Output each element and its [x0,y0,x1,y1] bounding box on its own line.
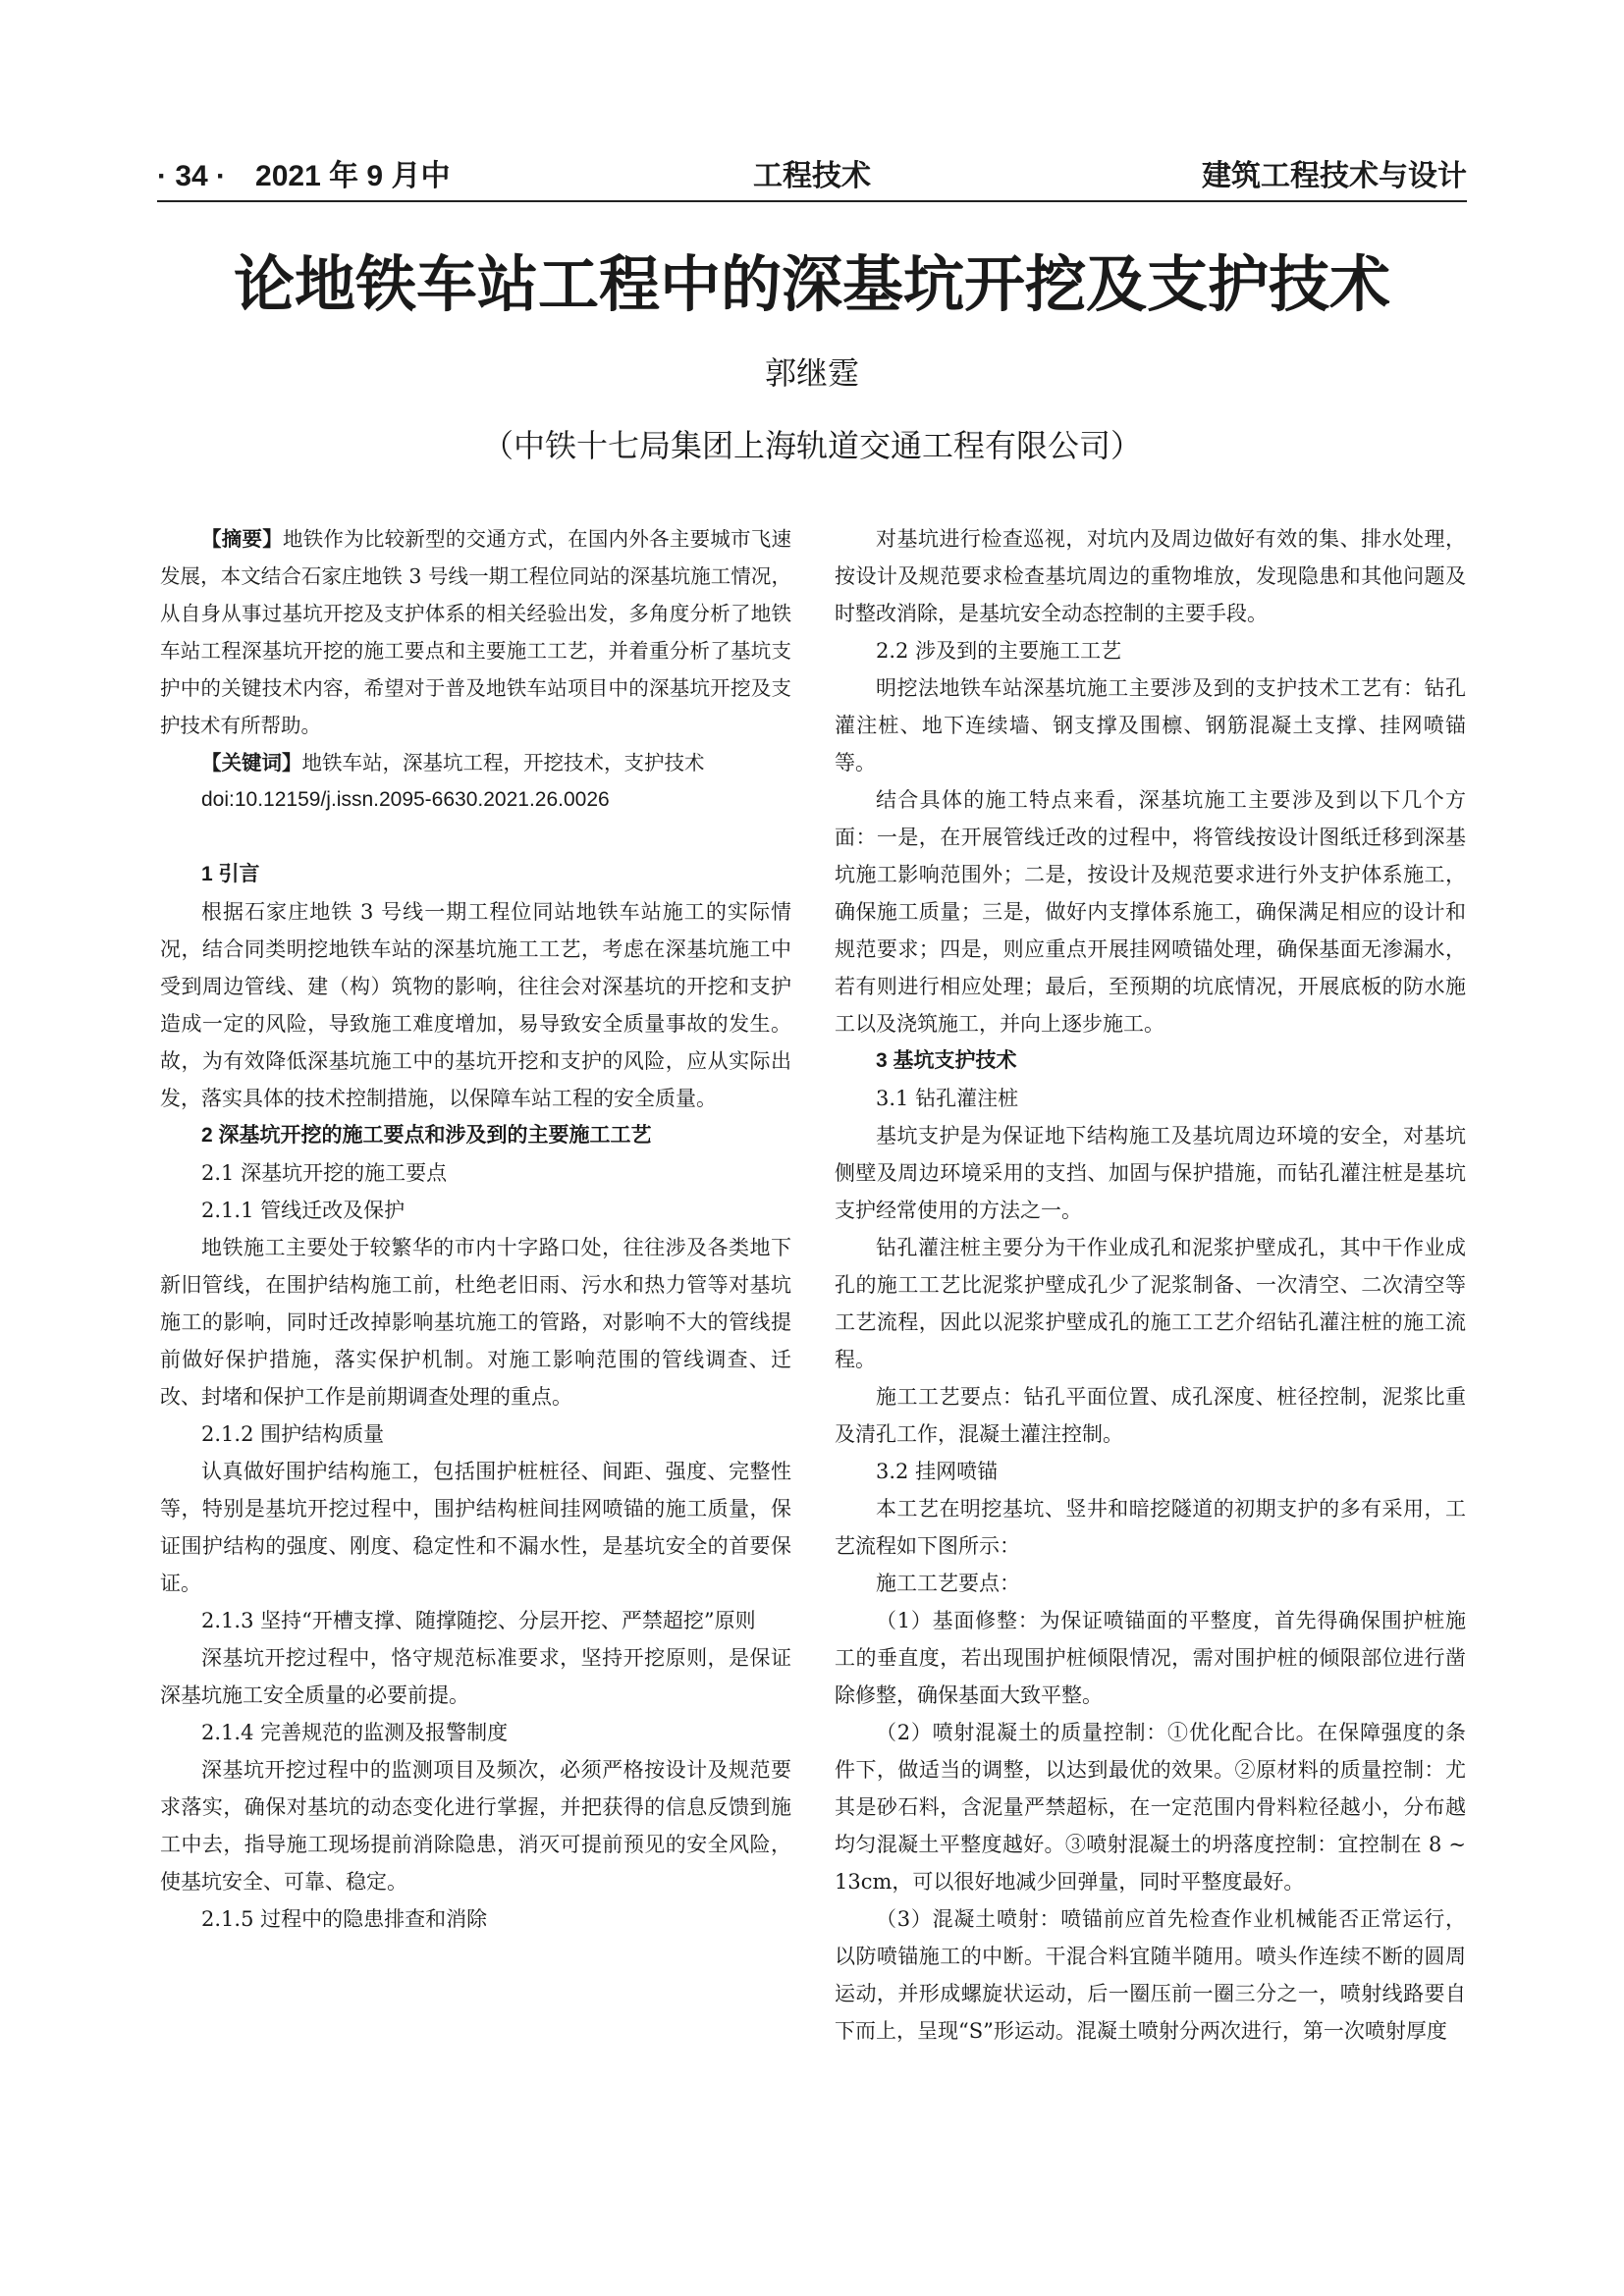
paragraph: （3）混凝土喷射：喷锚前应首先检查作业机械能否正常运行，以防喷锚施工的中断。干混合料宜随半随用。喷头作连续不断的圆周运动，并形成螺旋状运动，后一圈压前一圈三分之一，喷射线路要自下而上，呈现“S”形运动。混凝土喷射分两次进行，第一次喷射厚度 [835,1907,1466,2043]
paragraph: 施工工艺要点： [876,1572,1020,1595]
left-column [160,520,791,1938]
paragraph: 深基坑开挖过程中的监测项目及频次，必须严格按设计及规范要求落实，确保对基坑的动态变化进行掌握，并把获得的信息反馈到施工中去，指导施工现场提前消除隐患，消灭可提前预见的安全风险，使基坑安全、可靠、稳定。 [160,1758,791,1894]
header-journal-column: 建筑工程技术与设计 [1202,160,1467,192]
paragraph: 结合具体的施工特点来看，深基坑施工主要涉及到以下几个方面：一是，在开展管线迁改的过程中，将管线按设计图纸迁移到深基坑施工影响范围外；二是，按设计及规范要求进行外支护体系施工，确保施工质量；三是，做好内支撑体系施工，确保满足相应的设计和规范要求；四是，则应重点开展挂网喷锚处理，确保基面无渗漏水，若有则进行相应处理；最后，至预期的坑底情况，开展底板的防水施工以及浇筑施工，并向上逐步施工。 [835,788,1466,1036]
author-affiliation: （中铁十七局集团上海轨道交通工程有限公司） [481,427,1142,464]
abstract-label: 【摘要】 [201,527,283,551]
paragraph: （1）基面修整：为保证喷锚面的平整度，首先得确保围护桩施工的垂直度，若出现围护桩倾限情况，需对围护桩的倾限部位进行凿除修整，确保基面大致平整。 [835,1609,1466,1707]
subsection-heading: 2.1.1 管线迁改及保护 [201,1199,406,1222]
paragraph: 施工工艺要点：钻孔平面位置、成孔深度、桩径控制，泥浆比重及清孔工作，混凝土灌注控制。 [835,1385,1466,1446]
subsection-heading: 2.1.2 围护结构质量 [201,1422,385,1446]
subsection-heading: 2.1.4 完善规范的监测及报警制度 [201,1721,509,1744]
keywords-label: 【关键词】 [201,751,302,774]
subsection-heading: 2.2 涉及到的主要施工工艺 [876,639,1122,663]
running-header [157,155,1467,202]
paragraph: 钻孔灌注桩主要分为干作业成孔和泥浆护壁成孔，其中干作业成孔的施工工艺比泥浆护壁成孔少了泥浆制备、一次清空、二次清空等工艺流程，因此以泥浆护壁成孔的施工工艺介绍钻孔灌注桩的施工流程。 [835,1236,1466,1371]
doi: doi:10.12159/j.issn.2095-6630.2021.26.0026 [201,788,610,811]
paper-title: 论地铁车站工程中的深基坑开挖及支护技术 [233,248,1390,320]
section-heading: 3 基坑支护技术 [876,1049,1017,1072]
right-column [835,520,1466,2050]
subsection-heading: 3.2 挂网喷锚 [876,1460,999,1483]
subsection-heading: 3.1 钻孔灌注桩 [876,1087,1019,1110]
keywords [160,744,791,781]
author-name: 郭继霆 [764,354,859,392]
spacer [160,819,791,856]
abstract-text: 地铁作为比较新型的交通方式，在国内外各主要城市飞速发展，本文结合石家庄地铁 3 号线一期工程位同站的深基坑施工情况，从自身从事过基坑开挖及支护体系的相关经验出发，多角度分析了地铁车站工程深基坑开挖的施工要点和主要施工工艺，并着重分析了基坑支护中的关键技术内容，希望对于普及地铁车站项目中的深基坑开挖及支护技术有所帮助。 [160,527,792,737]
section-heading: 2 深基坑开挖的施工要点和涉及到的主要施工工艺 [201,1124,652,1147]
paragraph: 明挖法地铁车站深基坑施工主要涉及到的支护技术工艺有：钻孔灌注桩、地下连续墙、钢支撑及围檩、钢筋混凝土支撑、挂网喷锚等。 [835,676,1466,774]
paragraph: （2）喷射混凝土的质量控制：①优化配合比。在保障强度的条件下，做适当的调整，以达到最优的效果。②原材料的质量控制：尤其是砂石料，含泥量严禁超标，在一定范围内骨料粒径越小，分布越均匀混凝土平整度越好。③喷射混凝土的坍落度控制：宜控制在 8 ~ 13cm，可以很好地减少回弹量，同时平整度最好。 [835,1721,1466,1894]
paragraph: 对基坑进行检查巡视，对坑内及周边做好有效的集、排水处理，按设计及规范要求检查基坑周边的重物堆放，发现隐患和其他问题及时整改消除，是基坑安全动态控制的主要手段。 [835,527,1466,625]
paragraph: 本工艺在明挖基坑、竖井和暗挖隧道的初期支护的多有采用，工艺流程如下图所示： [835,1497,1466,1558]
abstract [160,520,791,744]
subsection-heading: 2.1.5 过程中的隐患排查和消除 [201,1907,488,1931]
paragraph: 认真做好围护结构施工，包括围护桩桩径、间距、强度、完整性等，特别是基坑开挖过程中，围护结构桩间挂网喷锚的施工质量，保证围护结构的强度、刚度、稳定性和不漏水性，是基坑安全的首要保证。 [160,1460,791,1595]
paragraph: 深基坑开挖过程中，恪守规范标准要求，坚持开挖原则，是保证深基坑施工安全质量的必要前提。 [160,1646,791,1707]
header-page-date: · 34 · 2021 年 9 月中 [157,160,451,192]
subsection-heading: 2.1 深基坑开挖的施工要点 [201,1161,448,1185]
subsection-heading: 2.1.3 坚持“开槽支撑、随撑随挖、分层开挖、严禁超挖”原则 [201,1609,756,1632]
paragraph: 地铁施工主要处于较繁华的市内十字路口处，往往涉及各类地下新旧管线，在围护结构施工前，杜绝老旧雨、污水和热力管等对基坑施工的影响，同时迁改掉影响基坑施工的管路，对影响不大的管线提前做好保护措施，落实保护机制。对施工影响范围的管线调查、迁改、封堵和保护工作是前期调查处理的重点。 [160,1236,791,1409]
paragraph: 基坑支护是为保证地下结构施工及基坑周边环境的安全，对基坑侧壁及周边环境采用的支挡、加固与保护措施，而钻孔灌注桩是基坑支护经常使用的方法之一。 [835,1124,1466,1222]
paragraph: 根据石家庄地铁 3 号线一期工程位同站地铁车站施工的实际情况，结合同类明挖地铁车站的深基坑施工工艺，考虑在深基坑施工中受到周边管线、建（构）筑物的影响，往往会对深基坑的开挖和支护造成一定的风险，导致施工难度增加，易导致安全质量事故的发生。故，为有效降低深基坑施工中的基坑开挖和支护的风险，应从实际出发，落实具体的技术控制措施，以保障车站工程的安全质量。 [160,900,791,1110]
section-heading: 1 引言 [201,863,260,885]
header-section: 工程技术 [753,160,871,192]
keywords-text: 地铁车站，深基坑工程，开挖技术，支护技术 [301,751,705,774]
